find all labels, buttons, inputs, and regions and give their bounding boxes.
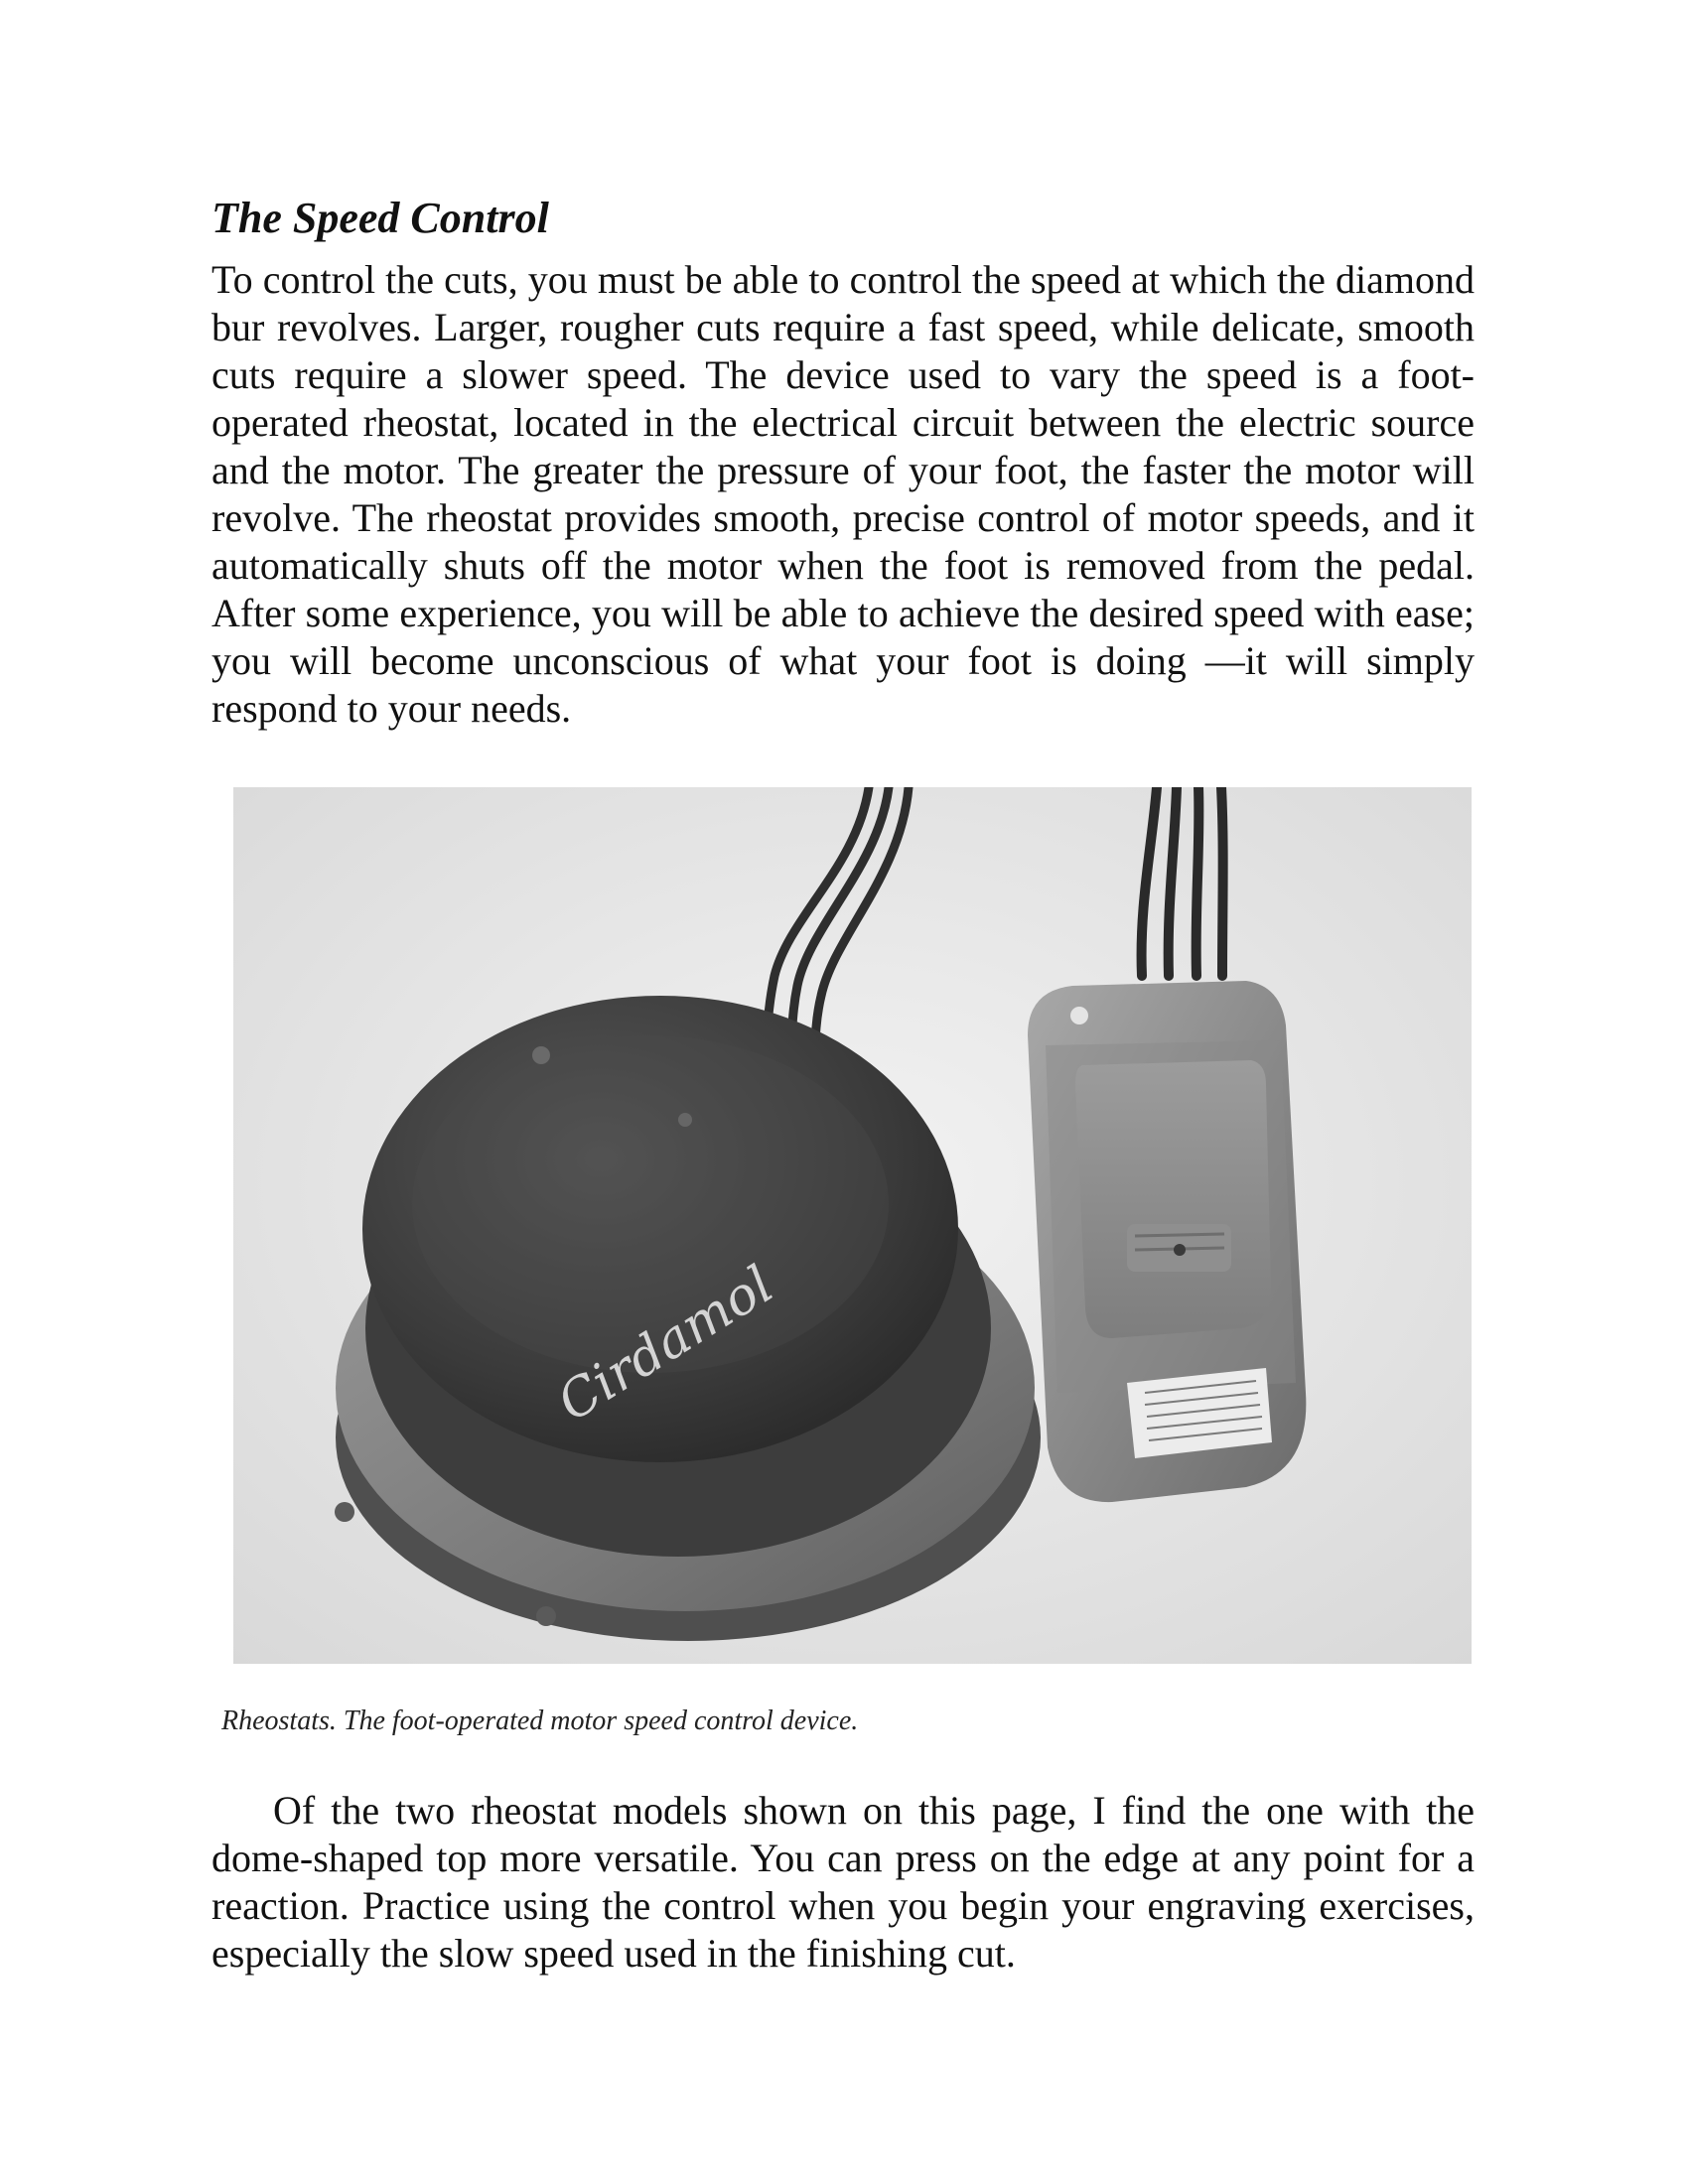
section-heading: The Speed Control [211,194,549,242]
body-paragraph-2: Of the two rheostat models shown on this page, I find the one with the dome-shaped top more versatile. You can press on the edge at any point for a reaction. Practice using the control when you begin your engraving exercises, especially the slow speed used in the finishing cut. [211,1788,1475,1976]
body-paragraph-1: To control the cuts, you must be able to control the speed at which the diamond bur revolves. Larger, rougher cuts require a fast speed, while delicate, smooth cuts require a slower speed. The device used to vary the speed is a foot-operated rheostat, located in the electrical circuit between the electric source and the motor. The greater the pressure of your foot, the faster the motor will revolve. The rheostat provides smooth, precise control of motor speeds, and it automatically shuts off the motor when the foot is removed from the pedal. After some experience, you will be able to achieve the desired speed with ease; you will become unconscious of what your foot is doing —it will simply respond to your needs. [211,257,1475,731]
figure-caption: Rheostats. The foot-operated motor speed control device. [221,1706,859,1736]
rheostat-photo [233,787,1472,1664]
device-logo: Cirdamol [547,1255,784,1433]
pedal-rheostat [1028,981,1306,1502]
